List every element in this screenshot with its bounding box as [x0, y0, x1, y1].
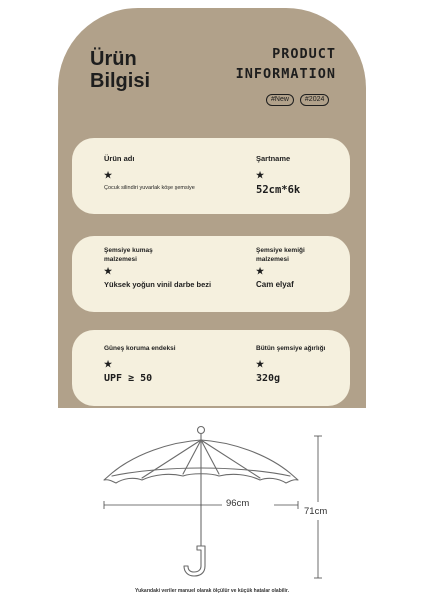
- product-name-value: Çocuk silindiri yuvarlak köşe şemsiye: [104, 185, 195, 191]
- title-en-line-1: PRODUCT: [272, 46, 336, 62]
- title-en-line-2: INFORMATION: [235, 66, 336, 82]
- umbrella-tip-icon: [198, 427, 205, 434]
- title-line-2: Bilgisi: [90, 70, 151, 92]
- uv-label: Güneş koruma endeksi: [104, 345, 176, 352]
- uv-value: UPF ≥ 50: [104, 373, 153, 384]
- product-name-label: Ürün adı: [104, 154, 135, 163]
- weight-value: 320g: [256, 373, 281, 384]
- umbrella-handle-icon: [184, 546, 205, 576]
- star-icon: ★: [256, 266, 265, 276]
- weight-label: Bütün şemsiye ağırlığı: [256, 345, 326, 352]
- frame-label: Şemsiye kemiği malzemesi: [256, 247, 305, 263]
- fabric-value: Yüksek yoğun vinil darbe bezi: [104, 280, 212, 289]
- star-icon: ★: [104, 359, 113, 369]
- star-icon: ★: [256, 359, 265, 369]
- title-line-1: Ürün: [90, 48, 137, 70]
- frame-value: Cam elyaf: [256, 280, 294, 289]
- tag-year: #2024: [300, 94, 329, 106]
- star-icon: ★: [104, 170, 113, 180]
- measurement-footnote: Yukarıdaki veriler manuel olarak ölçülür ve küçük hatalar olabilir.: [135, 588, 289, 594]
- height-label: 71cm: [304, 506, 328, 517]
- star-icon: ★: [256, 170, 265, 180]
- star-icon: ★: [104, 266, 113, 276]
- fabric-label: Şemsiye kumaş malzemesi: [104, 247, 153, 263]
- spec-value: 52cm*6k: [256, 184, 301, 196]
- spec-label: Şartname: [256, 154, 291, 163]
- tag-new: #New: [266, 94, 294, 106]
- width-label: 96cm: [226, 498, 250, 509]
